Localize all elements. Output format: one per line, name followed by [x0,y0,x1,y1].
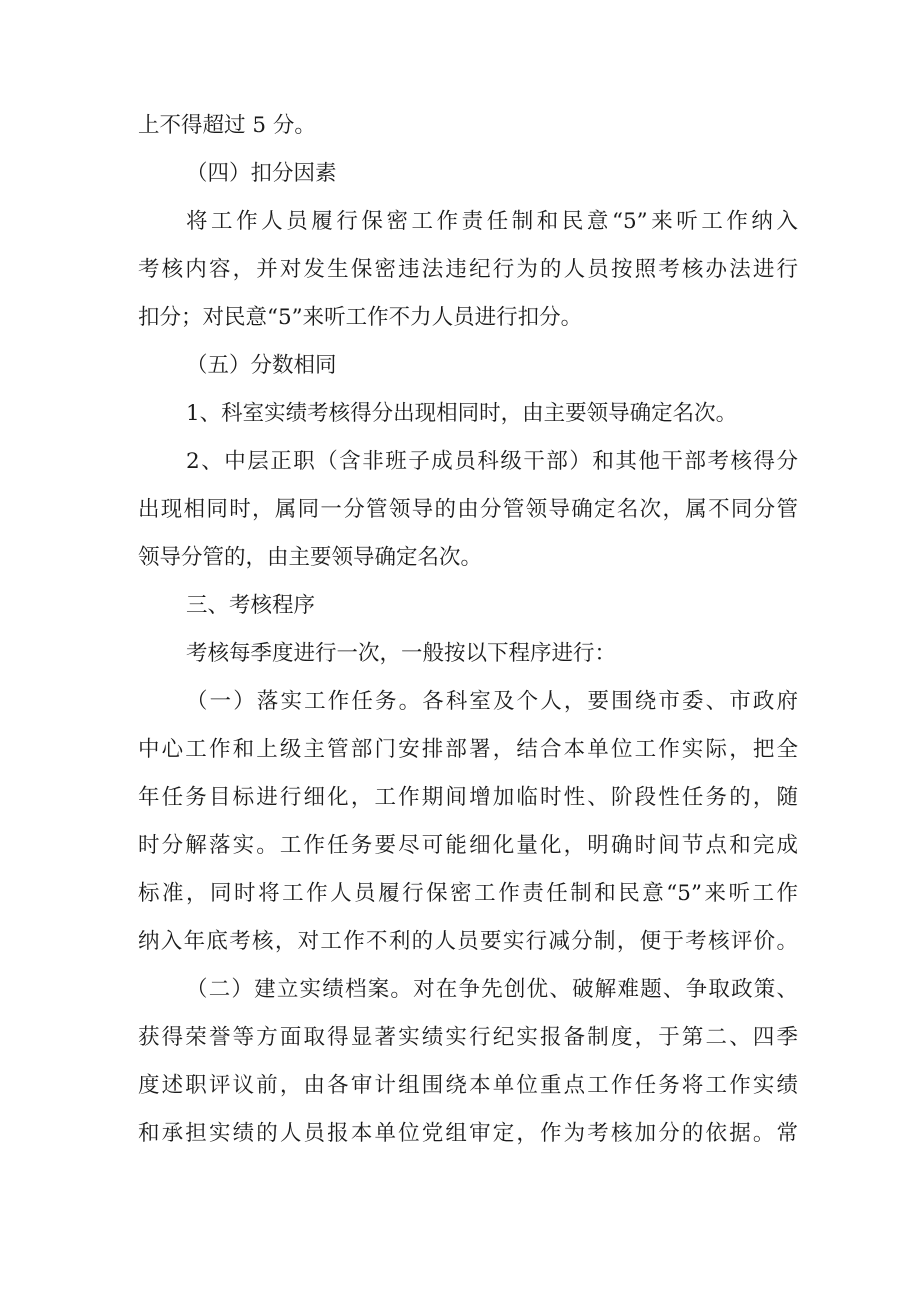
text-line: 度述职评议前，由各审计组围绕本单位重点工作任务将工作实绩 [138,1073,798,1098]
text-line: 中心工作和上级主管部门安排部署，结合本单位工作实际，把全 [138,737,798,762]
text-line: 标准，同时将工作人员履行保密工作责任制和民意“5”来听工作 [138,881,798,906]
text-line: 上不得超过 5 分。 [138,113,316,138]
text-line: 扣分；对民意“5”来听工作不力人员进行扣分。 [138,305,583,330]
text-line: 1、科室实绩考核得分出现相同时，由主要领导确定名次。 [186,401,738,426]
text-line: 考核每季度进行一次，一般按以下程序进行： [186,641,617,666]
text-line: 年任务目标进行细化，工作期间增加临时性、阶段性任务的，随 [138,785,798,810]
text-line: 2、中层正职（含非班子成员科级干部）和其他干部考核得分 [186,449,798,474]
text-line: 纳入年底考核，对工作不利的人员要实行减分制，便于考核评价。 [138,929,798,954]
text-line: （一）落实工作任务。各科室及个人，要围绕市委、市政府 [186,689,798,714]
section-heading: （五）分数相同 [186,353,337,378]
text-line: 时分解落实。工作任务要尽可能细化量化，明确时间节点和完成 [138,833,798,858]
text-line: 获得荣誉等方面取得显著实绩实行纪实报备制度，于第二、四季 [138,1025,798,1050]
text-line: 领导分管的，由主要领导确定名次。 [138,545,483,570]
text-line: （二）建立实绩档案。对在争先创优、破解难题、争取政策、 [186,977,798,1002]
section-heading: （四）扣分因素 [186,161,337,186]
text-line: 将工作人员履行保密工作责任制和民意“5”来听工作纳入 [186,209,798,234]
text-line: 考核内容，并对发生保密违法违纪行为的人员按照考核办法进行 [138,257,798,282]
chapter-heading: 三、考核程序 [186,593,316,618]
text-line: 出现相同时，属同一分管领导的由分管领导确定名次，属不同分管 [138,497,798,522]
text-line: 和承担实绩的人员报本单位党组审定，作为考核加分的依据。常 [138,1121,798,1146]
